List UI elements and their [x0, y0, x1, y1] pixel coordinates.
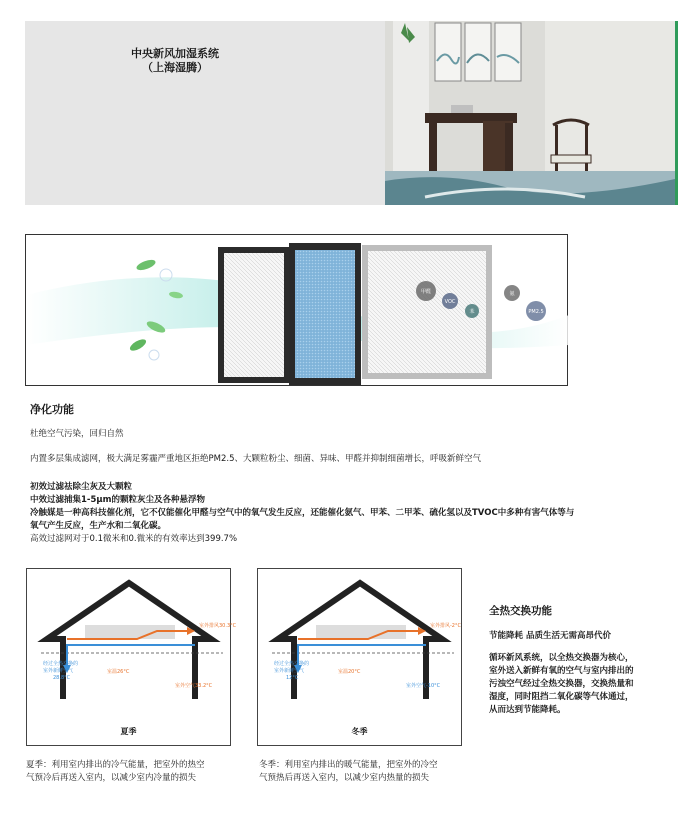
summer-label: 夏季 [120, 727, 137, 736]
filter-layers-image [25, 234, 568, 386]
heat-exchange-line: 湿度，同时阻挡二氧化碳等气体通过， [489, 692, 634, 702]
banner-title-line1: 中央新风加湿系统 [131, 47, 219, 60]
summer-house-svg [27, 569, 237, 719]
supply-arrow [298, 645, 426, 665]
purification-line1: 杜绝空气污染，回归自然 [30, 429, 124, 439]
banner-accent-bar [675, 21, 678, 205]
purification-line2: 内置多层集成滤网，极大满足雾霾严重地区拒绝PM2.5、大颗粒粉尘、细菌、异味、甲醛并抑制细菌增长，呼吸新鲜空气 [30, 454, 481, 464]
summer-supply-label-1: 经过全热交换的 [43, 661, 79, 667]
winter-diagram [257, 568, 462, 746]
supply-arrow [67, 645, 195, 665]
interior-photo [385, 21, 675, 205]
banner-title [85, 47, 265, 75]
winter-caption [259, 759, 479, 785]
summer-caption-line1: 夏季：利用室内排出的冷气能量，把室外的热空 [26, 760, 205, 770]
summer-supply-label-2: 室外新鲜空气 [43, 668, 74, 674]
filter-illustration [26, 235, 569, 387]
winter-supply-label-2: 室外新鲜空气 [274, 668, 305, 674]
summer-indoor-label: 室温26°C [107, 669, 130, 675]
pollutant-label: VOC [444, 299, 456, 305]
heat-exchange-title: 全热交换功能 [489, 605, 552, 617]
banner [25, 21, 675, 205]
purification-line5: 冷触媒是一种高科技催化剂，它不仅能催化甲醛与空气中的氧气发生反应，还能催化氨气、甲苯、二甲苯、硫化氢以及TVOC中多种有害气体等与 [30, 508, 575, 518]
banner-title-line2: （上海湿腾） [142, 61, 208, 74]
leaf-icon [135, 258, 157, 272]
pollutant-label: 氨 [509, 291, 515, 297]
winter-caption-line2: 气预热后再送入室内，以减少室内热量的损失 [259, 773, 430, 783]
leaf-icon [128, 337, 148, 353]
purification-line7: 高效过滤网对于0.1微米和0.微米的有效率达到399.7% [30, 534, 238, 544]
heat-exchange-subtitle: 节能降耗 品质生活无需高昂代价 [489, 631, 611, 641]
winter-caption-line1: 冬季：利用室内排出的暖气能量，把室外的冷空 [259, 760, 438, 770]
winter-supply-label-1: 经过全热交换的 [274, 661, 310, 667]
summer-caption [26, 759, 246, 785]
purification-line4: 中效过滤捕集1-5μm的颗粒灰尘及各种悬浮物 [30, 495, 205, 505]
pollutant-label: 苯 [469, 309, 475, 315]
summer-outdoor-label: 室外空气33.2°C [175, 683, 213, 689]
heat-exchange-line: 循环新风系统，以全热交换器为核心， [489, 653, 634, 663]
heat-exchange-body [489, 652, 669, 717]
winter-indoor-label: 室温20°C [338, 669, 361, 675]
heat-exchange-line: 室外送入新鲜有氧的空气与室内排出的 [489, 666, 634, 676]
pollutant-label: PM2.5 [528, 309, 544, 315]
purification-line3: 初效过滤祛除尘灰及大颗粒 [30, 482, 133, 492]
winter-label: 冬季 [351, 727, 368, 736]
purification-line6: 氧气产生反应，生产水和二氧化碳。 [30, 521, 167, 531]
winter-house-svg [258, 569, 463, 719]
summer-exhaust-label: 室外排风30.3°C [199, 623, 237, 629]
pollutant-label: 甲醛 [420, 289, 432, 295]
winter-supply-label-3: 12°C [286, 675, 299, 681]
heat-exchange-line: 从而达到节能降耗。 [489, 705, 566, 715]
purification-title: 净化功能 [30, 403, 74, 416]
summer-supply-label-3: 28.8°C [53, 675, 71, 681]
heat-exchange-line: 污浊空气经过全热交换器，交换热量和 [489, 679, 634, 689]
winter-exhaust-label: 室外排风-2°C [430, 623, 461, 629]
winter-outdoor-label: 室外空气-10°C [406, 683, 441, 689]
summer-caption-line2: 气预冷后再送入室内，以减少室内冷量的损失 [26, 773, 197, 783]
summer-diagram [26, 568, 237, 746]
